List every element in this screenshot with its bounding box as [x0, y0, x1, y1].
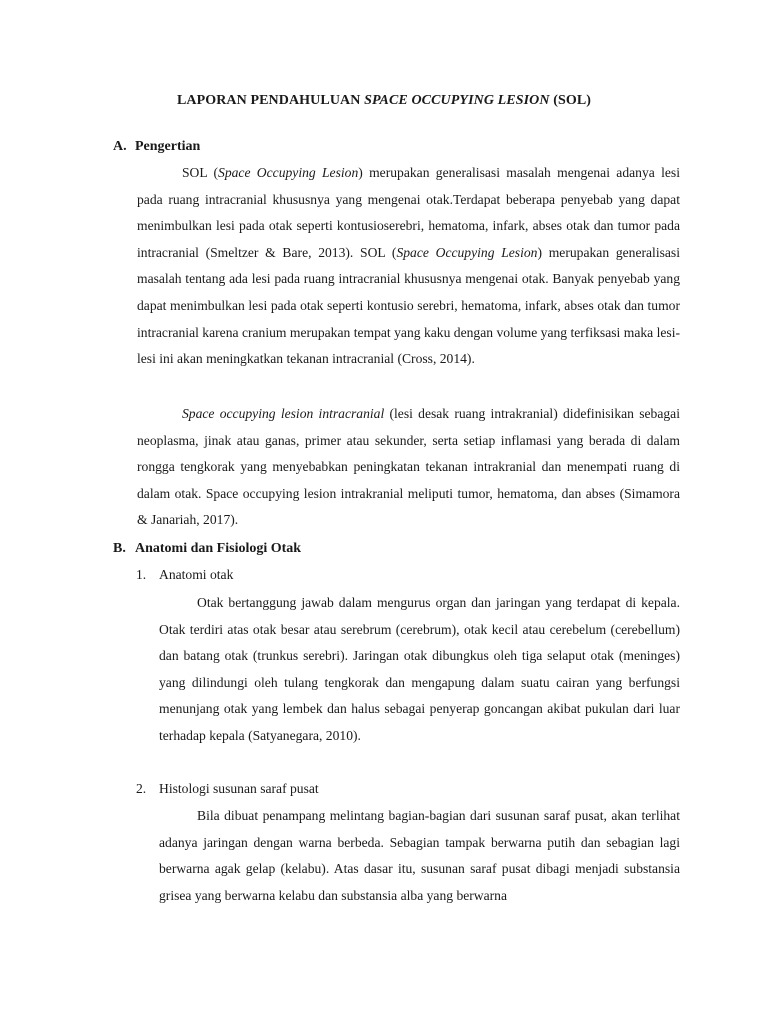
section-a-paragraph-2 [137, 401, 680, 534]
section-a-paragraph-1 [137, 160, 680, 373]
section-a-heading [113, 139, 200, 155]
title-italic: SPACE OCCUPYING LESION [364, 93, 550, 108]
list-item-number: 1. [136, 567, 147, 582]
italic-term: Space Occupying Lesion [218, 165, 359, 180]
list-item [136, 781, 319, 797]
section-b-letter: B. [113, 541, 126, 556]
italic-term: Space occupying lesion intracranial [182, 406, 385, 421]
section-b-title: Anatomi dan Fisiologi Otak [135, 541, 302, 556]
section-a-letter: A. [113, 139, 127, 154]
italic-term: Space Occupying Lesion [396, 244, 538, 260]
list-item-label: Histologi susunan saraf pusat [159, 781, 319, 796]
list-item [136, 567, 233, 583]
text-run: ) merupakan generalisasi masalah tentang ada lesi pada ruang intracranial khususnya mengenai otak. Banyak penyebab yang dapat menimbulkan lesi pada otak seperti kontusio serebri, hematoma, infark, abses otak dan tumor intracranial karena cranium merupakan tempat yang kaku dengan volume yang terfiksasi maka lesi-lesi ini akan meningkatkan tekanan intracranial (Cross, 2014). [137, 244, 680, 367]
text-run: SOL ( [182, 165, 219, 180]
text-run: (lesi desak ruang intrakranial) didefinisikan sebagai neoplasma, jinak atau ganas, primer atau sekunder, serta setiap inflamasi yang berada di dalam rongga tengkorak yang menyebabkan peningkatan tekanan intrakranial dan menempati ruang di dalam otak. Space occupying lesion intrakranial meliputi tumor, hematoma, dan abses (Simamora & Janariah, 2017). [137, 406, 680, 528]
title-prefix: LAPORAN PENDAHULUAN [176, 93, 365, 108]
title-suffix: (SOL) [549, 93, 592, 108]
section-a-title: Pengertian [135, 139, 201, 154]
page-title [0, 93, 768, 109]
section-b-heading [113, 541, 301, 557]
text-run: ) merupakan generalisasi masalah mengenai adanya lesi pada ruang intracranial khususnya yang mengenai otak.Terdapat beberapa penyebab yang dapat menimbulkan lesi pada otak seperti kontusioserebri, hematoma, infark, abses otak dan tumor pada intracranial (Smeltzer & Bare, 2013). SOL ( [137, 165, 680, 260]
list-item-label: Anatomi otak [159, 567, 234, 582]
list-item-number: 2. [136, 781, 147, 796]
list-item-paragraph: Otak bertanggung jawab dalam mengurus organ dan jaringan yang terdapat di kepala. Otak terdiri atas otak besar atau serebrum (cerebrum), otak kecil atau cerebelum (cerebellum) dan batang otak (trunkus serebri). Jaringan otak dibungkus oleh tiga selaput otak (meninges) yang dilindungi oleh tulang tengkorak dan mengapung dalam suatu cairan yang berfungsi menunjang otak yang lembek dan halus sebagai penyerap goncangan akibat pukulan dari luar terhadap kepala (Satyanegara, 2010). [159, 595, 680, 743]
list-item-paragraph: Bila dibuat penampang melintang bagian-bagian dari susunan saraf pusat, akan terlihat adanya jaringan dengan warna berbeda. Sebagian tampak berwarna putih dan sebagian lagi berwarna agak gelap (kelabu). Atas dasar itu, susunan saraf pusat dibagi menjadi substansia grisea yang berwarna kelabu dan substansia alba yang berwarna [159, 808, 680, 903]
